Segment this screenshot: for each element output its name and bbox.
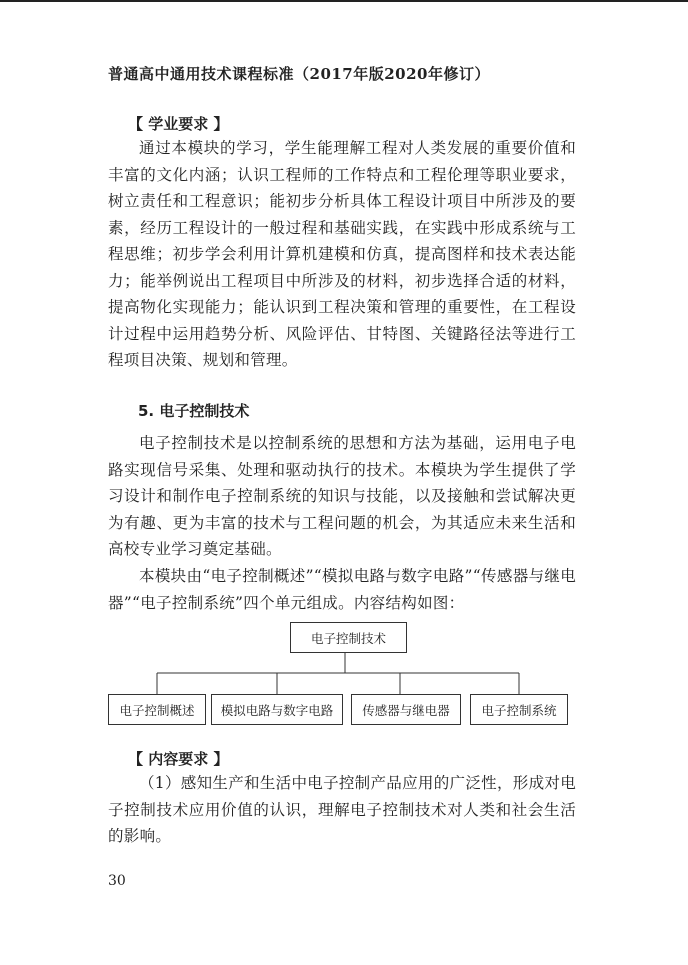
heading-academic-requirements: 【 学业要求 】 xyxy=(128,115,229,133)
diagram-box-sensor-relay: 传感器与继电器 xyxy=(351,694,461,725)
page-number: 30 xyxy=(108,873,126,889)
diagram-box-overview: 电子控制概述 xyxy=(108,694,206,725)
section-title-electronic-control: 5. 电子控制技术 xyxy=(138,402,250,420)
top-rule xyxy=(0,0,688,2)
diagram-root-box: 电子控制技术 xyxy=(290,622,407,653)
diagram-box-analog-digital: 模拟电路与数字电路 xyxy=(211,694,343,725)
paragraph-module-intro: 电子控制技术是以控制系统的思想和方法为基础，运用电子电路实现信号采集、处理和驱动执行的技术。本模块为学生提供了学习设计和制作电子控制系统的知识与技能，以及接触和尝试解决更为有趣、更为丰富的技术与工程问题的机会，为其适应未来生活和高校专业学习奠定基础。 xyxy=(108,434,576,558)
running-header: 普通高中通用技术课程标准（2017年版2020年修订） xyxy=(108,65,490,83)
heading-content-requirements: 【 内容要求 】 xyxy=(128,750,229,768)
diagram-box-control-system: 电子控制系统 xyxy=(470,694,568,725)
paragraph-academic-requirements: 通过本模块的学习，学生能理解工程对人类发展的重要价值和丰富的文化内涵；认识工程师的工作特点和工程伦理等职业要求，树立责任和工程意识；能初步分析具体工程设计项目中所涉及的要素，经历工程设计的一般过程和基础实践，在实践中形成系统与工程思维；初步学会利用计算机建模和仿真，提高图样和技术表达能力；能举例说出工程项目中所涉及的材料，初步选择合适的材料，提高物化实现能力；能认识到工程决策和管理的重要性，在工程设计过程中运用趋势分析、风险评估、甘特图、关键路径法等进行工程项目决策、规划和管理。 xyxy=(108,139,576,369)
paragraph-content-requirement-1: （1）感知生产和生活中电子控制产品应用的广泛性，形成对电子控制技术应用价值的认识，理解电子控制技术对人类和社会生活的影响。 xyxy=(108,774,576,845)
paragraph-module-structure: 本模块由“电子控制概述”“模拟电路与数字电路”“传感器与继电器”“电子控制系统”四个单元组成。内容结构如图： xyxy=(108,567,576,612)
